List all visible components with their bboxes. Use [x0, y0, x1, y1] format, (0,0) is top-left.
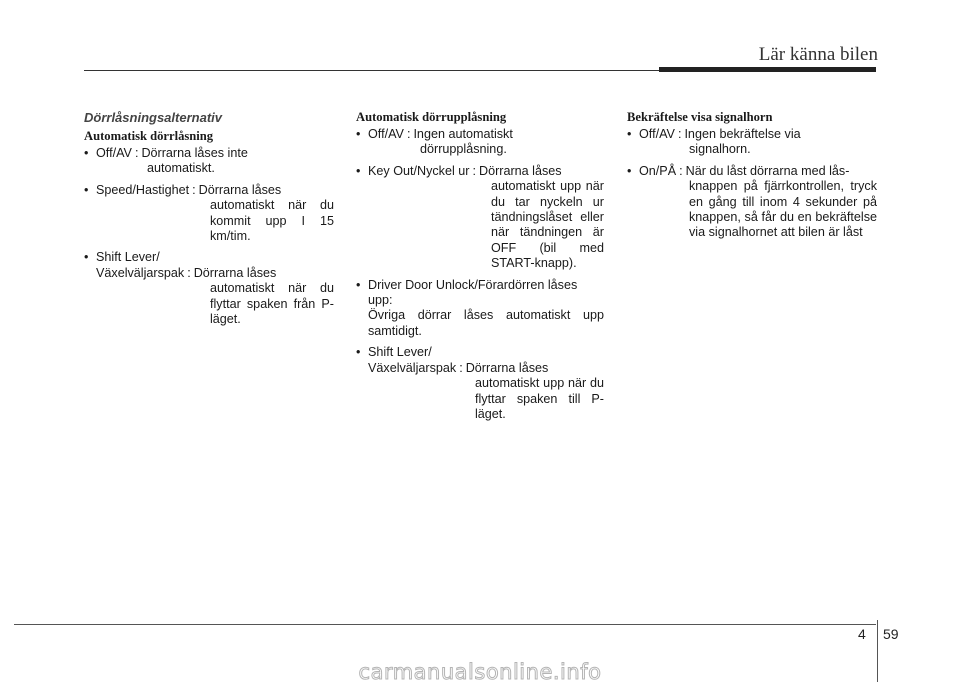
option-value: Dörrarna låses — [193, 265, 277, 280]
option-cont: automatiskt upp när du tar nyckeln ur tändningslåset eller när tändningen är OFF (bil med START-knapp). — [491, 179, 604, 271]
option-cont: automatiskt när du kommit upp I 15 km/tim. — [210, 198, 334, 244]
sub-title: Automatisk dörrlåsning — [84, 129, 214, 143]
option-item: • On/PÅ : När du låst dörrarna med lås- knappen på fjärrkontrollen, tryck en gång till inom 4 sekunder på knappen, så får du en bekräftelse via signalhornet att bilen är låst — [627, 163, 877, 240]
option-item: • Off/AV : Ingen bekräftelse via signalhorn. — [627, 127, 877, 158]
option-key: Växelväljarspak — [96, 265, 185, 280]
option-value: Ingen bekräftelse via — [684, 127, 801, 141]
bullet: • — [84, 250, 89, 265]
bullet: • — [627, 127, 632, 141]
header-rule — [84, 70, 659, 71]
option-item: • Shift Lever/ Växelväljarspak : Dörrarna låses automatiskt upp när du flyttar spaken till P-läget. — [356, 345, 604, 421]
option-key: Off/AV — [96, 146, 132, 160]
option-cont: automatiskt när du flyttar spaken från P-läget. — [210, 281, 334, 327]
bullet: • — [627, 163, 632, 178]
option-item: • Off/AV : Ingen automatiskt dörrupplåsning. — [356, 127, 604, 158]
page-header-title: Lär känna bilen — [758, 44, 878, 65]
column-3 — [627, 110, 877, 247]
option-value: Dörrarna låses — [478, 163, 562, 178]
option-key: Driver Door Unlock/Förardörren låses — [368, 277, 578, 292]
option-key: Off/AV — [639, 127, 675, 141]
bullet: • — [356, 163, 361, 178]
option-item: • Speed/Hastighet : Dörrarna låses automatiskt när du kommit upp I 15 km/tim. — [84, 182, 334, 244]
option-value: När du låst dörrarna med lås- — [685, 163, 850, 178]
header-rule-thick — [659, 67, 876, 72]
option-value: Ingen automatiskt — [413, 127, 513, 141]
option-item — [356, 278, 604, 340]
option-key: Off/AV — [368, 127, 404, 141]
option-cont: automatiskt upp när du flyttar spaken till P-läget. — [475, 376, 604, 421]
option-key: Speed/Hastighet — [96, 182, 190, 197]
option-item: • Key Out/Nyckel ur : Dörrarna låses automatiskt upp när du tar nyckeln ur tändningslåset eller när tändningen är OFF (bil med START-knapp). — [356, 163, 604, 271]
bullet: • — [84, 182, 89, 197]
bullet: • — [356, 345, 361, 360]
bullet: • — [356, 127, 361, 141]
option-item: • Off/AV : Dörrarna låses inte automatiskt. — [84, 146, 334, 177]
sub-title: Automatisk dörrupplåsning — [356, 110, 507, 124]
page-number: 59 — [883, 626, 899, 642]
section-title: Dörrlåsningsalternativ — [84, 110, 222, 125]
option-cont: automatiskt. — [147, 161, 215, 176]
option-cont: dörrupplåsning. — [420, 142, 507, 157]
sub-title: Bekräftelse visa signalhorn — [627, 110, 773, 124]
option-cont: signalhorn. — [689, 142, 751, 157]
option-value: Dörrarna låses inte — [141, 146, 248, 160]
bullet: • — [356, 277, 361, 292]
option-value: Dörrarna låses — [465, 360, 549, 375]
column-1 — [84, 110, 334, 333]
watermark: carmanualsonline.info — [358, 660, 602, 684]
option-cont: knappen på fjärrkontrollen, tryck en gång till inom 4 sekunder på knappen, så får du en bekräftelse via signalhornet att bilen är låst — [689, 179, 877, 240]
option-key: Key Out/Nyckel ur — [368, 163, 470, 178]
option-key: On/PÅ — [639, 163, 677, 178]
option-cont: upp: — [368, 293, 393, 308]
option-value: Dörrarna låses — [198, 182, 282, 197]
column-2 — [356, 110, 604, 428]
bullet: • — [84, 146, 89, 160]
option-extra: Övriga dörrar låses automatiskt upp samtidigt. — [368, 308, 604, 338]
option-item: • Shift Lever/ Växelväljarspak : Dörrarna låses automatiskt när du flyttar spaken från P-läget. — [84, 250, 334, 327]
option-key: Växelväljarspak — [368, 360, 457, 375]
option-key: Shift Lever/ — [96, 250, 160, 265]
option-key: Shift Lever/ — [368, 345, 432, 360]
chapter-number: 4 — [858, 626, 866, 642]
